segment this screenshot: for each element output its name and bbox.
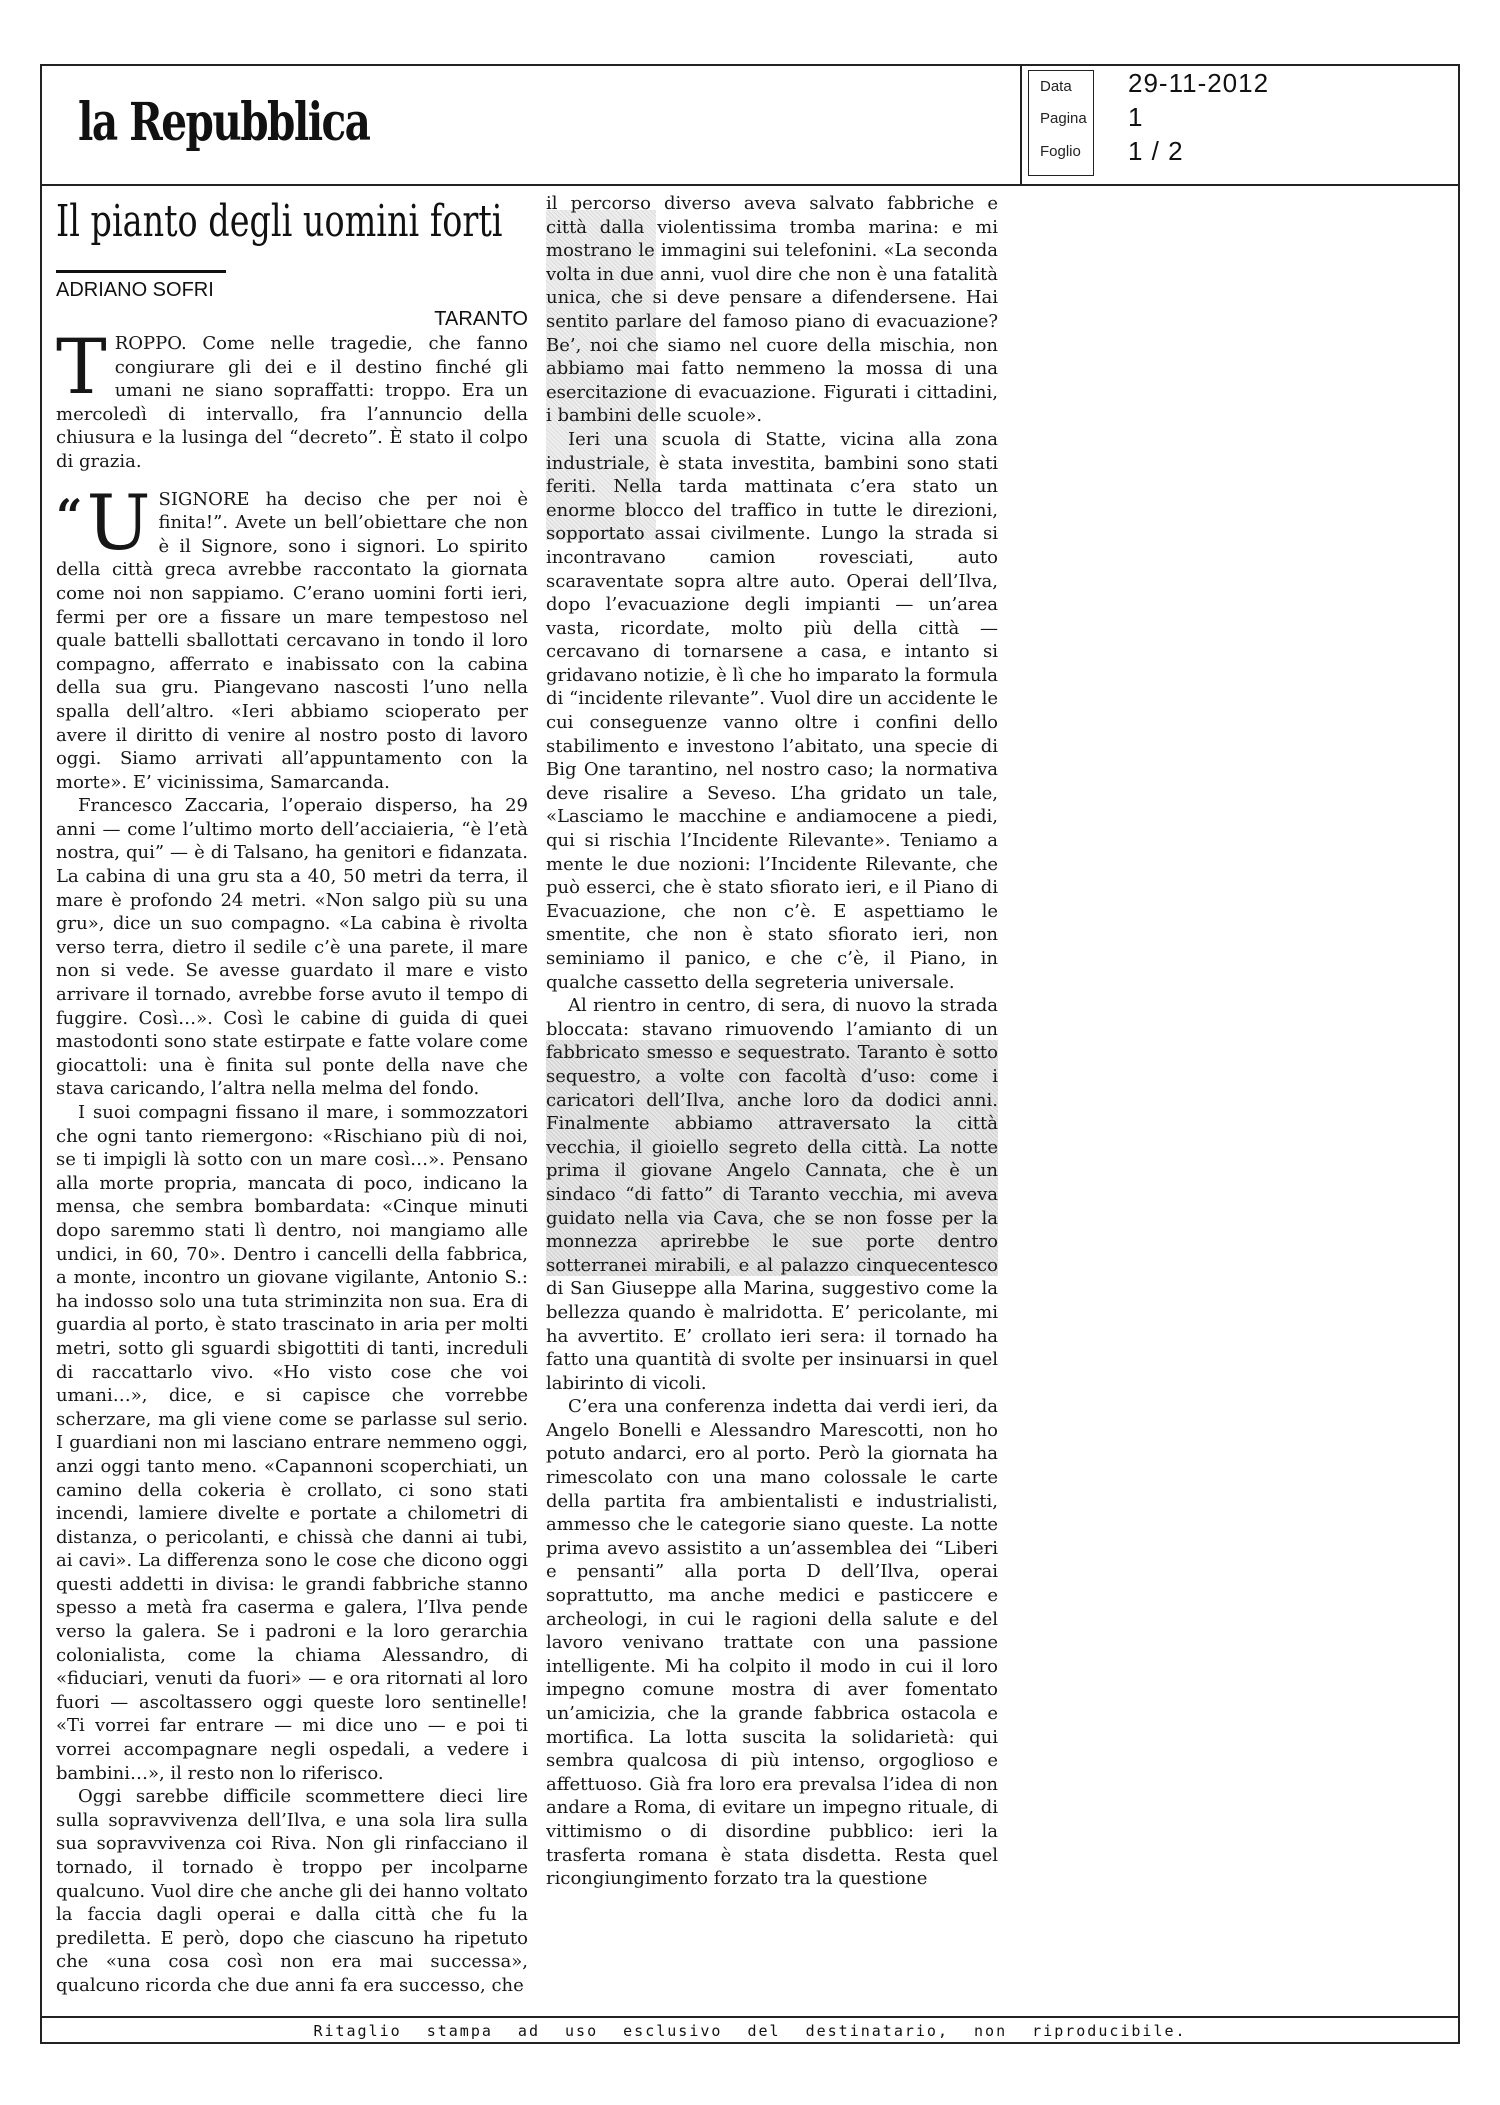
footer-divider — [40, 2016, 1460, 2018]
meta-data-label: Data — [1040, 78, 1072, 95]
paragraph-6: Ieri una scuola di Statte, vicina alla zona industriale, è stata investita, bambini sono stati feriti. Nella tarda mattinata c’era stato un enorme blocco del traffico in tutte le direzioni, sopportato assai civilmente. Lungo la strada si incontravano camion rovesciati, auto scaraventate sopra altre auto. Operai dell’Ilva, dopo l’evacuazione degli impianti — un’area vasta, ricordate, molto più della città — cercavano di tornarsene a casa, e intanto si gridavano notizie, è lì che ho imparato la formula di “incidente rilevante”. Vuol dire un accidente le cui conseguenze vanno oltre i confini dello stabilimento e investono l’abitato, una specie di Big One tarantino, nel nostro caso; la normativa deve risalire a Seveso. L’ha gridato un tale, «Lasciamo le macchine e andiamocene a piedi, qui si rischia l’Incidente Rilevante». Teniamo a mente le due nozioni: l’Incidente Rilevante, che può esserci, che è stato sfiorato ieri, e il Piano di Evacuazione, che non c’è. E aspettiamo le smentite, che non è stato sfiorato ieri, non seminiamo il panico, e che c’è, il Piano, in qualche cassetto della segreteria universale. — [546, 428, 998, 993]
meta-pagina-value: 1 — [1128, 102, 1144, 132]
article-column-left — [56, 332, 528, 2012]
paragraph-1 — [56, 332, 528, 474]
dropcap-u: U — [86, 477, 151, 567]
paragraph-8: C’era una conferenza indetta dai verdi ieri, da Angelo Bonelli e Alessandro Marescotti, non ho potuto andarci, ero al porto. Però la giornata ha rimescolato con una mano colossale le carte della partita fra ambientalisti e industrialisti, ammesso che le categorie siano queste. La notte prima avevo assistito a un’assemblea dei “Liberi e pensanti” alla porta D dell’Ilva, operai soprattutto, ma anche medici e pasticcere e archeologi, in cui le ragioni della salute e del lavoro venivano trattate con una passione intelligente. Mi ha colpito il modo in cui il loro impegno comune mostra di aver fomentato un’amicizia, che la grande fabbrica ostacola e mortifica. La lotta suscita la solidarietà: qui sembra qualcosa di più intenso, orgoglioso e affettuoso. Già fra loro era prevalsa l’idea di non andare a Roma, di evitare un impegno rituale, di vittimismo o di disordine pubblico: ieri la trasferta romana è stata disdetta. Resta quel ricongiungimento forzato tra la questione — [546, 1396, 998, 1890]
article-dateline: TARANTO — [434, 308, 528, 330]
article-column-right — [546, 192, 998, 2012]
paragraph-5-continued: il percorso diverso aveva salvato fabbriche e città dalla violentissima tromba marina: e mi mostrano le immagini sui telefonini. «La seconda volta in due anni, vuol dire che non è una fatalità unica, che si deve pensare a difendersene. Hai sentito parlare del famoso piano di evacuazione? Be’, noi che siamo nel cuore della mischia, non abbiamo mai fatto nemmeno la mossa di una esercitazione di evacuazione. Figurati i cittadini, i bambini delle scuole». — [546, 193, 998, 427]
paragraph-7: Al rientro in centro, di sera, di nuovo la strada bloccata: stavano rimuovendo l’amianto di un fabbricato smesso e sequestrato. Taranto è sotto sequestro, a volte con facoltà d’uso: come i caricatori dell’Ilva, anche loro da dodici anni. Finalmente abbiamo attraversato la città vecchia, il gioiello segreto della città. La notte prima il giovane Angelo Cannata, che è un sindaco “di fatto” di Taranto vecchia, mi aveva guidato nella via Cava, che se non fosse per la monnezza aprirebbe le sue porte dentro sotterranei mirabili, e al palazzo cinquecentesco di San Giuseppe alla Marina, suggestivo come la bellezza quando è malridotta. E’ pericolante, mi ha avvertito. E’ crollato ieri sera: il tornado ha fatto una quantità di svolte per insinuarsi in quel labirinto di vicoli. — [546, 995, 998, 1394]
paragraph-5: Oggi sarebbe difficile scommettere dieci lire sulla sopravvivenza dell’Ilva, e una sola lira sulla sua sopravvivenza coi Riva. Non gli rinfacciano il tornado, il tornado è troppo per incolparne qualcuno. Vuol dire che anche gli dei hanno voltato la faccia dagli operai e dalla città che fu la prediletta. E però, dopo che ciascuno ha ripetuto che «una cosa così non era mai successa», qualcuno ricorda che due anni fa era successo, che — [56, 1786, 528, 1996]
footer-notice: Ritaglio stampa ad uso esclusivo del destinatario, non riproducibile. — [313, 2022, 1187, 2040]
meta-foglio-value: 1 / 2 — [1128, 136, 1184, 166]
title-rule — [56, 270, 226, 273]
masthead-logo: la Repubblica — [78, 92, 370, 153]
paragraph-3: Francesco Zaccaria, l’operaio disperso, ha 29 anni — come l’ultimo morto dell’acciaieria, “è l’età nostra, qui” — è di Talsano, ha genitori e fidanzata. La cabina di una gru sta a 40, 50 metri da terra, il mare è profondo 24 metri. «Non salgo più su una gru», dice un suo compagno. «La cabina è rivolta verso terra, dietro il sedile c’è una parete, il mare non si vede. Se avesse guardato il mare e visto arrivare il tornado, avrebbe forse avuto il tempo di fuggire. Così…». Così le cabine di guida di quei mastodonti sono state estirpate e fatte volare come giocattoli: una è finita sul ponte della nave che stava caricando, l’altra nella melma del fondo. — [56, 795, 528, 1100]
header-divider — [40, 184, 1460, 186]
open-quote-mark: “ — [56, 488, 83, 543]
article-author: ADRIANO SOFRI — [56, 279, 214, 301]
meta-pagina-label: Pagina — [1040, 110, 1087, 127]
meta-foglio-label: Foglio — [1040, 143, 1081, 160]
paragraph-2-text: SIGNORE ha deciso che per noi è finita!”. Avete un bell’obiettare che non è il Signore, sono i signori. Lo spirito della città greca avrebbe raccontato la giornata come noi non sappiamo. C’erano uomini forti ieri, fermi per ore a fissare un mare tempestoso nel quale battelli sballottati cercavano in tondo il loro compagno, afferrato e inabissato con la cabina della sua gru. Piangevano nascosti l’uno nella spalla dell’altro. «Ieri abbiamo scioperato per avere il diritto di venire al nostro posto di lavoro oggi. Siamo arrivati all’appuntamento con la morte». E’ vicinissima, Samarcanda. — [56, 488, 528, 793]
paragraph-2 — [56, 477, 528, 795]
article-title: Il pianto degli uomini forti — [56, 196, 503, 247]
meta-data-value: 29-11-2012 — [1128, 68, 1270, 98]
dropcap-t: T — [56, 332, 107, 411]
paragraph-4: I suoi compagni fissano il mare, i sommozzatori che ogni tanto riemergono: «Rischiano più di noi, se ti impigli là sotto con un mare così…». Pensano alla morte propria, mancata di poco, indicano la mensa, che sembra bombardata: «Cinque minuti dopo saremmo stati lì dentro, noi mangiamo alle undici, in 60, 70». Dentro i cancelli della fabbrica, a monte, incontro un giovane vigilante, Antonio S.: ha indosso solo una tuta striminzita non sua. Era di guardia al porto, è stato trascinato in aria per molti metri, sotto gli sguardi sbigottiti di tanti, increduli di raccattarlo vivo. «Ho visto cose che voi umani…», dice, e si capisce che vorrebbe scherzare, ma gli viene come se parlasse sul serio. I guardiani non mi lasciano entrare nemmeno oggi, anzi oggi tanto meno. «Capannoni scoperchiati, un camino della cokeria è crollato, ci sono stati incendi, lamiere divelte e portate a chilometri di distanza, o pericolanti, e chissà che danni ai tubi, ai cavi». La differenza sono le cose che dicono oggi questi addetti in divisa: le grandi fabbriche stanno spesso a metà fra caserma e galera, l’Ilva pende verso la galera. Se i padroni e la loro gerarchia colonialista, come la chiama Alessandro, di «fiduciari, venuti da fuori» — e ora ritornati al loro fuori — ascoltassero oggi queste loro sentinelle! «Ti vorrei far entrare — mi dice uno — e poi ti vorrei accompagnare negli ospedali, a vedere i bambini…», il resto non lo riferisco. — [56, 1102, 528, 1784]
header-vertical-divider — [1020, 64, 1022, 184]
paragraph-1-text: ROPPO. Come nelle tragedie, che fanno congiurare gli dei e il destino finché gli umani ne siano sopraffatti: troppo. Era un mercoledì di intervallo, fra l’annuncio della chiusura e la lusinga del “decreto”. È stato il colpo di grazia. — [56, 333, 528, 472]
